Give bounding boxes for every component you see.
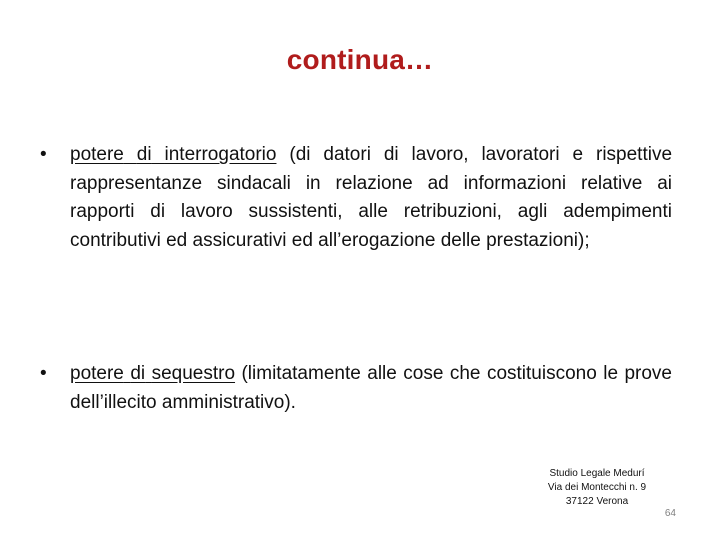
bullet-marker: • xyxy=(40,363,47,384)
underlined-term: di xyxy=(136,144,152,165)
bullet-text xyxy=(70,360,672,417)
bullet-marker: • xyxy=(40,144,47,165)
footer-address xyxy=(522,467,672,509)
bullet-item xyxy=(40,141,672,255)
underlined-term: di xyxy=(130,363,146,384)
underlined-term: potere xyxy=(70,363,124,384)
underlined-term: potere xyxy=(70,144,124,165)
underlined-term: interrogatorio xyxy=(164,144,277,165)
underlined-space xyxy=(152,144,165,165)
underlined-space xyxy=(124,144,137,165)
bullet-description: (di datori di lavoro, lavoratori e rispettive rappresentanze sindacali in relazione ad informazioni relative ai rapporti di lavoro sussistenti, alle retribuzioni, agli adempimenti contributivi ed assicurativi ed all’erogazione delle prestazioni); xyxy=(70,144,673,251)
slide-title: continua… xyxy=(286,44,434,75)
footer-city: 37122 Verona xyxy=(565,496,629,507)
footer-street: Via dei Montecchi n. 9 xyxy=(547,482,647,493)
page-number: 64 xyxy=(664,508,676,519)
bullet-text xyxy=(70,141,672,255)
underlined-term: sequestro xyxy=(151,363,236,384)
footer-firm-name: Studio Legale Medurí xyxy=(549,468,645,479)
bullet-item xyxy=(40,360,672,417)
bullet-description: (limitatamente alle cose che costituiscono le prove dell’illecito amministrativo). xyxy=(70,363,672,413)
